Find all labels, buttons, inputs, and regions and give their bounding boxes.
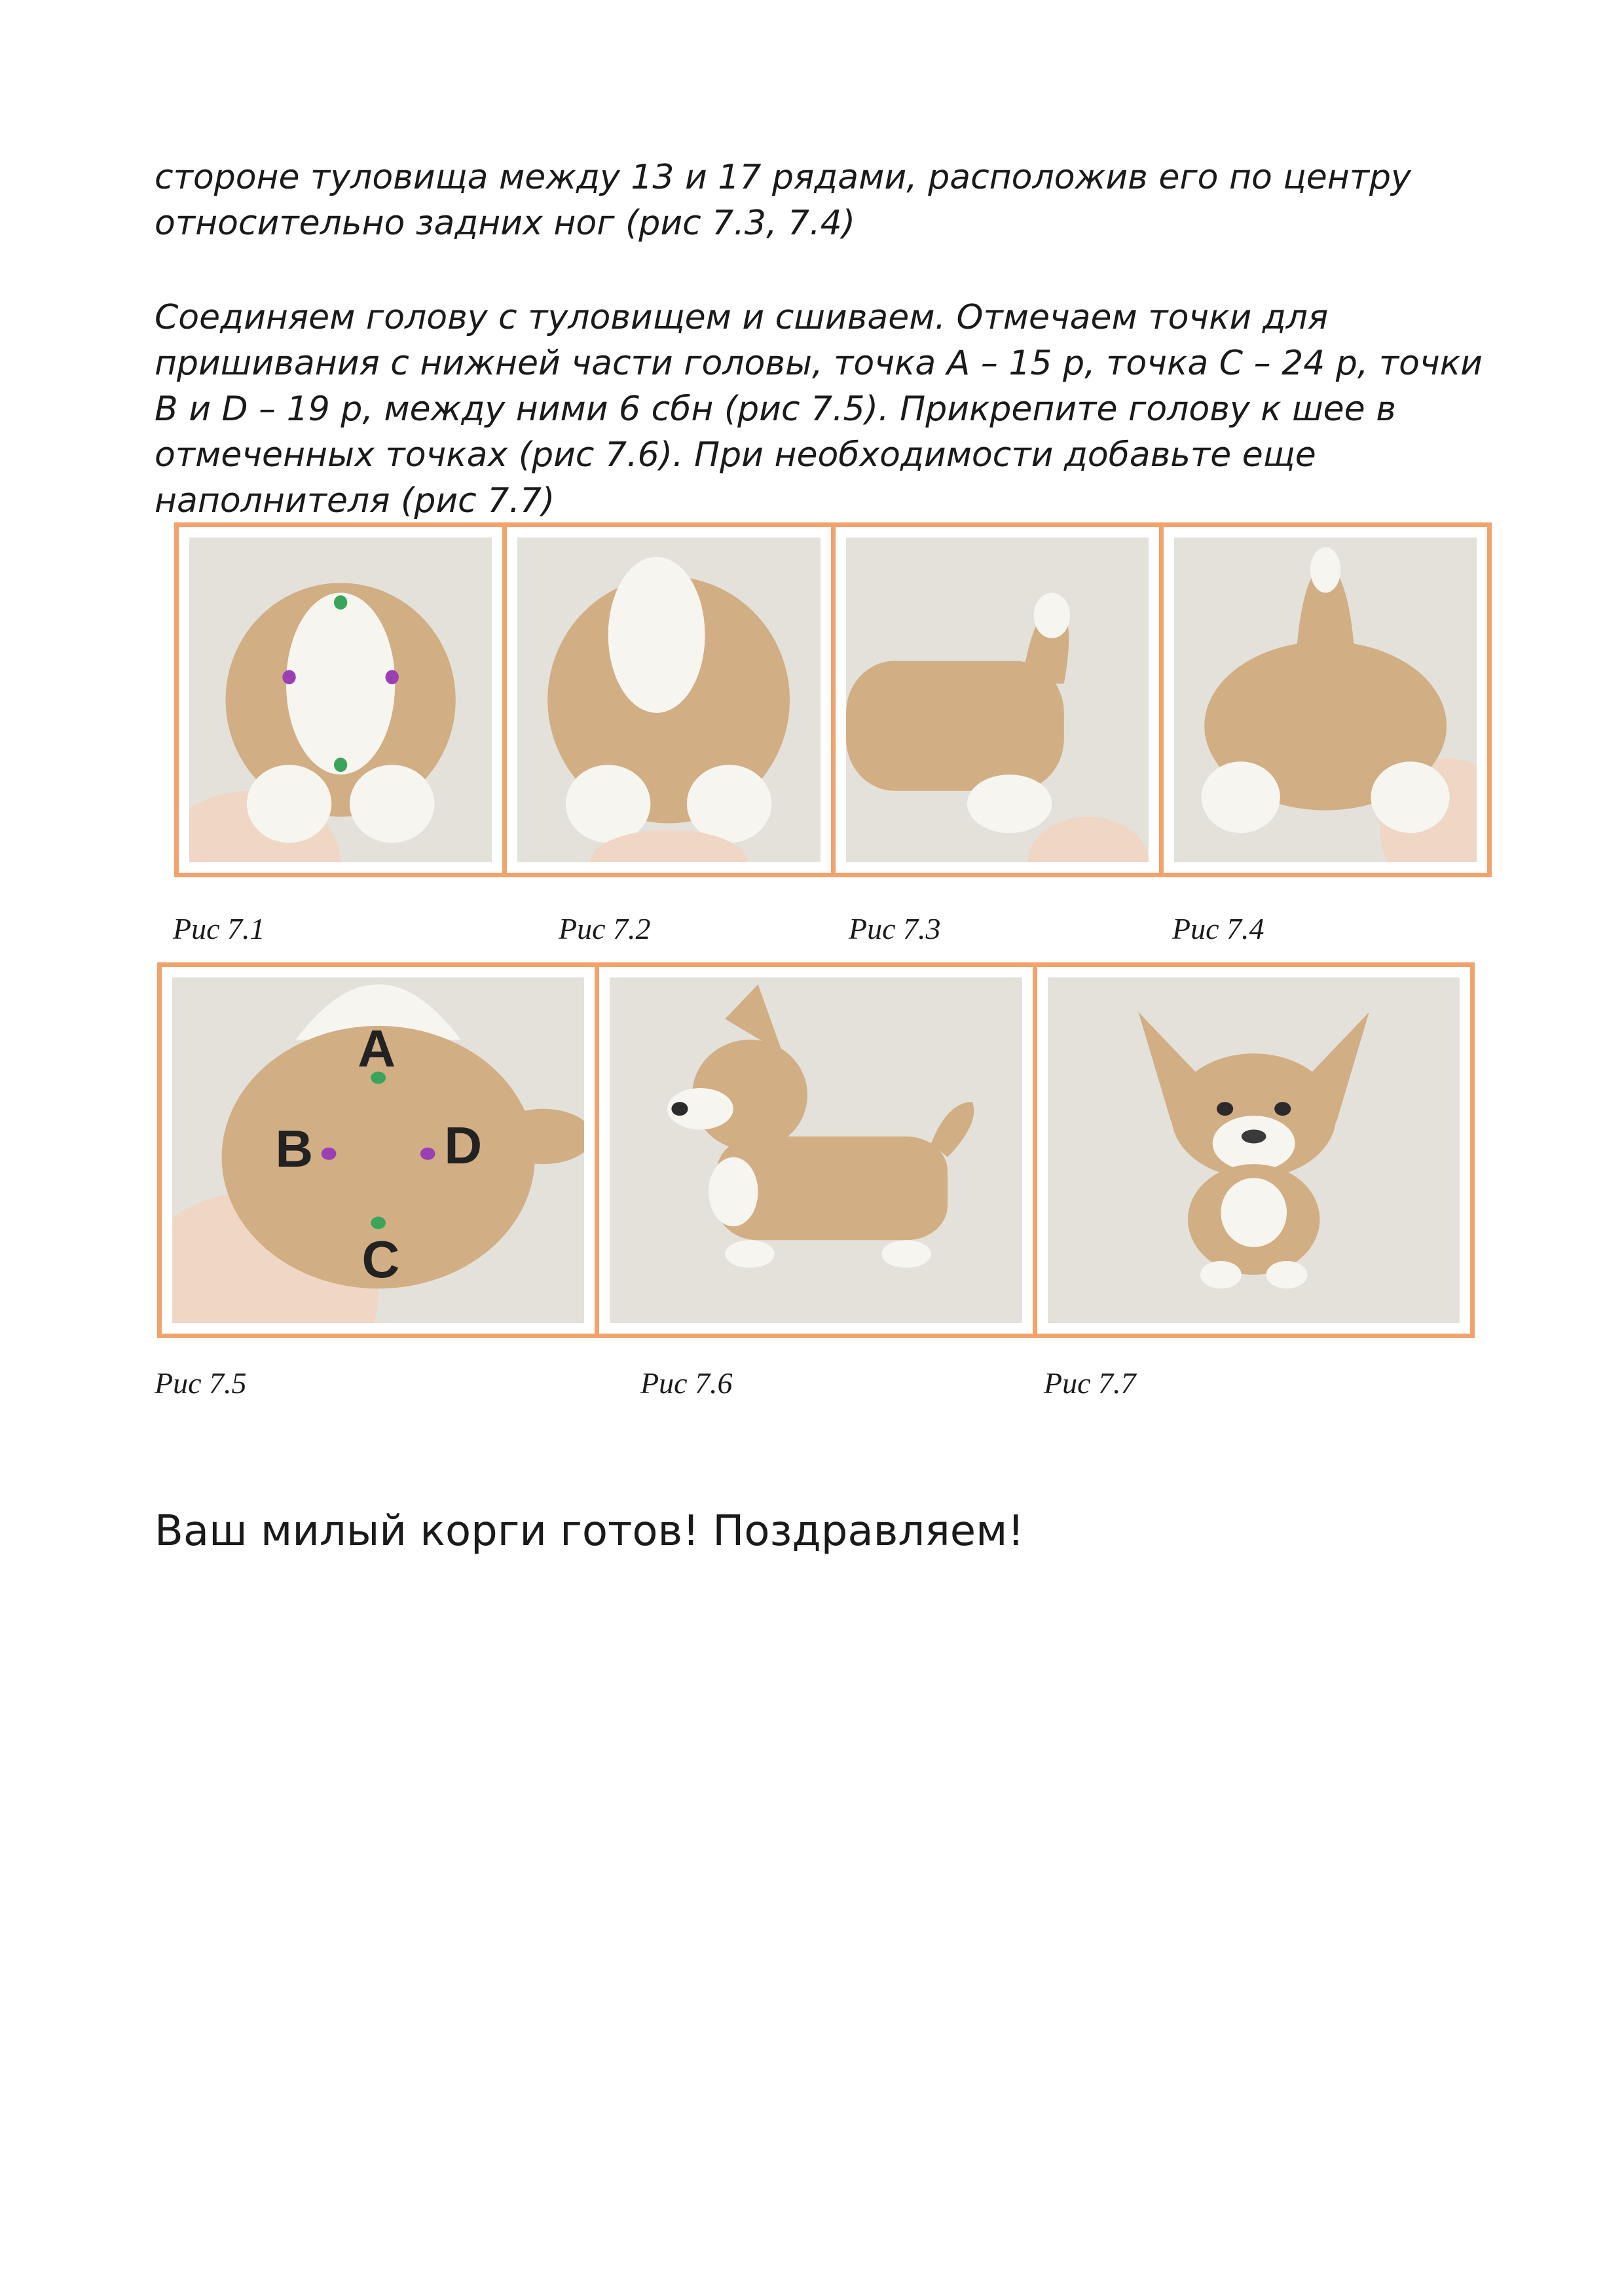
figure-7-1 bbox=[179, 527, 502, 873]
paragraph-2: Соединяем голову с туловищем и сшиваем. Отмечаем точки для пришивания с нижней части головы, точка А – 15 р, точка С – 24 р, точки В и D – 19 р, между ними 6 сбн (рис 7.5). Прикрепите голову к шее в отмеченных точках (рис 7.6). При необходимости добавьте еще наполнителя (рис 7.7) bbox=[155, 298, 1483, 520]
caption-7-1: Рис 7.1 bbox=[173, 912, 265, 945]
figure-7-6 bbox=[599, 967, 1032, 1334]
figure-7-7 bbox=[1037, 967, 1470, 1334]
figure-7-2 bbox=[507, 527, 830, 873]
figure-strip-1 bbox=[174, 522, 1492, 877]
figure-7-6-image bbox=[610, 977, 1022, 1323]
figure-7-5 bbox=[162, 967, 595, 1334]
caption-7-4: Рис 7.4 bbox=[1172, 912, 1264, 945]
figure-7-2-image bbox=[517, 538, 820, 862]
caption-7-7: Рис 7.7 bbox=[1044, 1366, 1136, 1400]
figure-7-1-image bbox=[189, 538, 492, 862]
figure-7-3-image bbox=[846, 538, 1149, 862]
caption-7-5: Рис 7.5 bbox=[155, 1366, 247, 1400]
point-label-b: B bbox=[275, 1120, 314, 1178]
figure-7-3 bbox=[836, 527, 1159, 873]
point-label-c: C bbox=[361, 1230, 400, 1289]
caption-7-2: Рис 7.2 bbox=[559, 912, 651, 945]
caption-7-3: Рис 7.3 bbox=[849, 912, 941, 945]
figure-7-5-image bbox=[172, 977, 584, 1323]
caption-7-6: Рис 7.6 bbox=[640, 1366, 733, 1400]
point-label-d: D bbox=[444, 1116, 483, 1175]
figure-7-4 bbox=[1164, 527, 1487, 873]
figure-7-7-image bbox=[1048, 977, 1460, 1323]
point-label-a: A bbox=[358, 1019, 396, 1078]
final-heading: Ваш милый корги готов! Поздравляем! bbox=[155, 1507, 1025, 1556]
paragraph-1: стороне туловища между 13 и 17 рядами, расположив его по центру относительно задних ног (рис 7.3, 7.4) bbox=[155, 158, 1411, 243]
figure-strip-2 bbox=[157, 962, 1475, 1338]
figure-7-4-image bbox=[1174, 538, 1477, 862]
